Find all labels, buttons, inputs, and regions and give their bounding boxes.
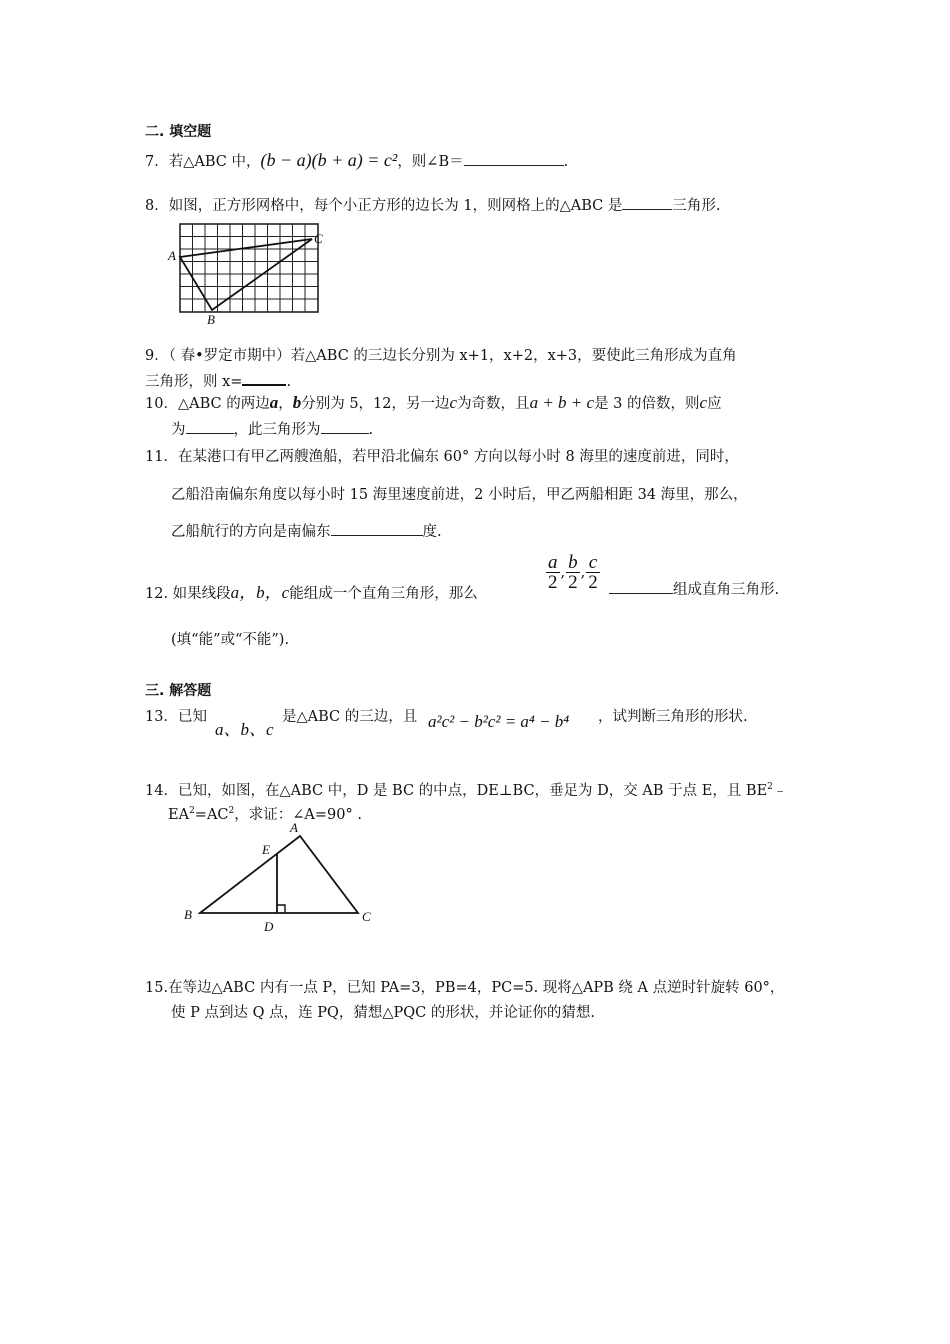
q12-pre: 如果线段 — [172, 586, 231, 602]
label-b: B — [184, 907, 192, 922]
right-angle-mark — [277, 905, 285, 913]
question-number: 15. — [145, 980, 169, 996]
var-c: c — [699, 393, 708, 412]
q13-vars: a、b、c — [215, 720, 274, 739]
q14-sup2: 2 — [189, 806, 195, 817]
question-11-line3 — [171, 520, 442, 541]
var-a: a — [269, 393, 279, 412]
q8-text: 如图，正方形网格中，每个小正方形的边长为 1，则网格上的△ABC 是 — [168, 198, 623, 214]
question-15-line2: 使 P 点到达 Q 点，连 PQ，猜想△PQC 的形状，并论证你的猜想. — [171, 1005, 595, 1021]
q12-fractions: $\frac{a}{2}$ , $\frac{b}{2}$ , $\frac{c}{2}$ — [548, 552, 598, 593]
q13-formula: a²c² − b²c² = a⁴ − b⁴ — [428, 712, 570, 731]
answer-blank — [242, 370, 286, 386]
answer-blank — [609, 579, 673, 594]
question-number: 14． — [145, 783, 178, 799]
q13-pre: 已知 — [177, 709, 207, 725]
q14-sup3: 2 — [228, 806, 235, 817]
label-d: D — [264, 919, 274, 934]
q13-mid: 是△ABC 的三边，且 — [282, 709, 418, 725]
q15-line1: 在等边△ABC 内有一点 P，已知 PA=3，PB=4，PC=5. 现将△APB 绕 A 点逆时针旋转 60°， — [168, 980, 785, 996]
q14-line2-a: EA — [168, 807, 190, 823]
grid-triangle-figure — [166, 220, 336, 330]
q12-vars: a，b，c — [230, 583, 290, 602]
question-number: 13． — [145, 709, 178, 725]
question-10 — [145, 392, 722, 413]
q8-end: 三角形. — [672, 198, 721, 214]
q10-line2-pre: 为 — [171, 422, 186, 438]
question-10-line2 — [171, 418, 373, 439]
q11-line1: 在某港口有甲乙两艘渔船，若甲沿北偏东 60° 方向以每小时 8 海里的速度前进，同时， — [177, 449, 739, 465]
q10-end: . — [368, 422, 374, 438]
question-14 — [145, 779, 787, 800]
triangle-abc — [200, 836, 358, 913]
question-number: 11． — [145, 449, 178, 465]
q9-line2: 三角形，则 x= — [145, 374, 243, 390]
label-b: B — [207, 312, 215, 327]
question-9-line2 — [145, 370, 291, 391]
q14-line2-b: =AC — [194, 807, 229, 823]
question-11-line2: 乙船沿南偏东角度以每小时 15 海里速度前进，2 小时后，甲乙两船相距 34 海里，那么， — [171, 487, 748, 503]
q10-mid2: 为奇数，且 — [457, 396, 530, 412]
q9-end: . — [286, 374, 292, 390]
question-number: 8． — [145, 198, 169, 214]
q12-tail — [609, 578, 779, 599]
question-number: 9． — [145, 348, 169, 364]
var-c: c — [449, 393, 458, 412]
q12-end: 组成直角三角形. — [673, 582, 780, 598]
q10-end1: 应 — [707, 396, 722, 412]
q10-mid1: 分别为 5，12，另一边 — [301, 396, 450, 412]
q14-sup1: 2 — [767, 782, 773, 793]
answer-blank — [186, 419, 234, 434]
answer-blank — [331, 521, 423, 536]
question-15 — [145, 976, 784, 997]
q7-formula: (b − a)(b + a) = c² — [260, 150, 398, 170]
q14-line1: 已知，如图，在△ABC 中，D 是 BC 的中点，DE⊥BC，垂足为 D，交 AB 于点 E，且 BE — [177, 783, 768, 799]
q7-post: ，则∠B＝ — [397, 154, 464, 170]
label-c: C — [314, 231, 323, 246]
q7-pre: 若△ABC 中， — [168, 154, 261, 170]
question-number: 10． — [145, 396, 178, 412]
section-2-title: 二. 填空题 — [145, 124, 212, 140]
q11-end: 度. — [422, 524, 442, 540]
q10-mid3: 是 3 的倍数，则 — [594, 396, 700, 412]
question-11 — [145, 445, 739, 466]
section-3-title: 三. 解答题 — [145, 683, 212, 699]
q7-end: . — [563, 154, 569, 170]
q10-line2-mid: ，此三角形为 — [233, 422, 321, 438]
square-grid — [180, 224, 318, 312]
question-number: 12. — [145, 586, 169, 602]
label-a: A — [290, 820, 298, 835]
triangle-de-figure — [180, 818, 380, 938]
question-7 — [145, 150, 568, 171]
question-8 — [145, 194, 720, 215]
label-c: C — [362, 909, 371, 924]
var-b: b — [292, 393, 302, 412]
q10-pre: △ABC 的两边 — [177, 396, 270, 412]
q12-mid: 能组成一个直角三角形，那么 — [289, 586, 478, 602]
label-a: A — [168, 248, 176, 263]
question-13 — [145, 705, 207, 726]
answer-blank — [464, 151, 564, 166]
label-e: E — [262, 842, 270, 857]
fraction-b-over-2: $\frac{b}{2}$ — [568, 552, 578, 593]
q10-sum: a + b + c — [529, 393, 595, 412]
q14-line2-c: ，求证：∠A=90° . — [234, 807, 362, 823]
q12-hint: (填“能”或“不能”). — [171, 632, 290, 648]
q11-line3-pre: 乙船航行的方向是南偏东 — [171, 524, 331, 540]
question-9 — [145, 344, 737, 365]
q13-end: ，试判断三角形的形状. — [598, 709, 748, 725]
q14-dash: ﹣ — [772, 783, 788, 799]
answer-blank — [622, 195, 672, 210]
q9-line1: （ 春•罗定市期中）若△ABC 的三边长分别为 x+1，x+2，x+3，要使此三角形成为直角 — [168, 348, 737, 364]
fraction-a-over-2: $\frac{a}{2}$ — [548, 552, 558, 593]
q10-comma: ， — [278, 396, 293, 412]
question-12 — [145, 578, 478, 603]
fraction-c-over-2: $\frac{c}{2}$ — [588, 552, 598, 593]
answer-blank — [321, 419, 369, 434]
question-number: 7． — [145, 154, 169, 170]
